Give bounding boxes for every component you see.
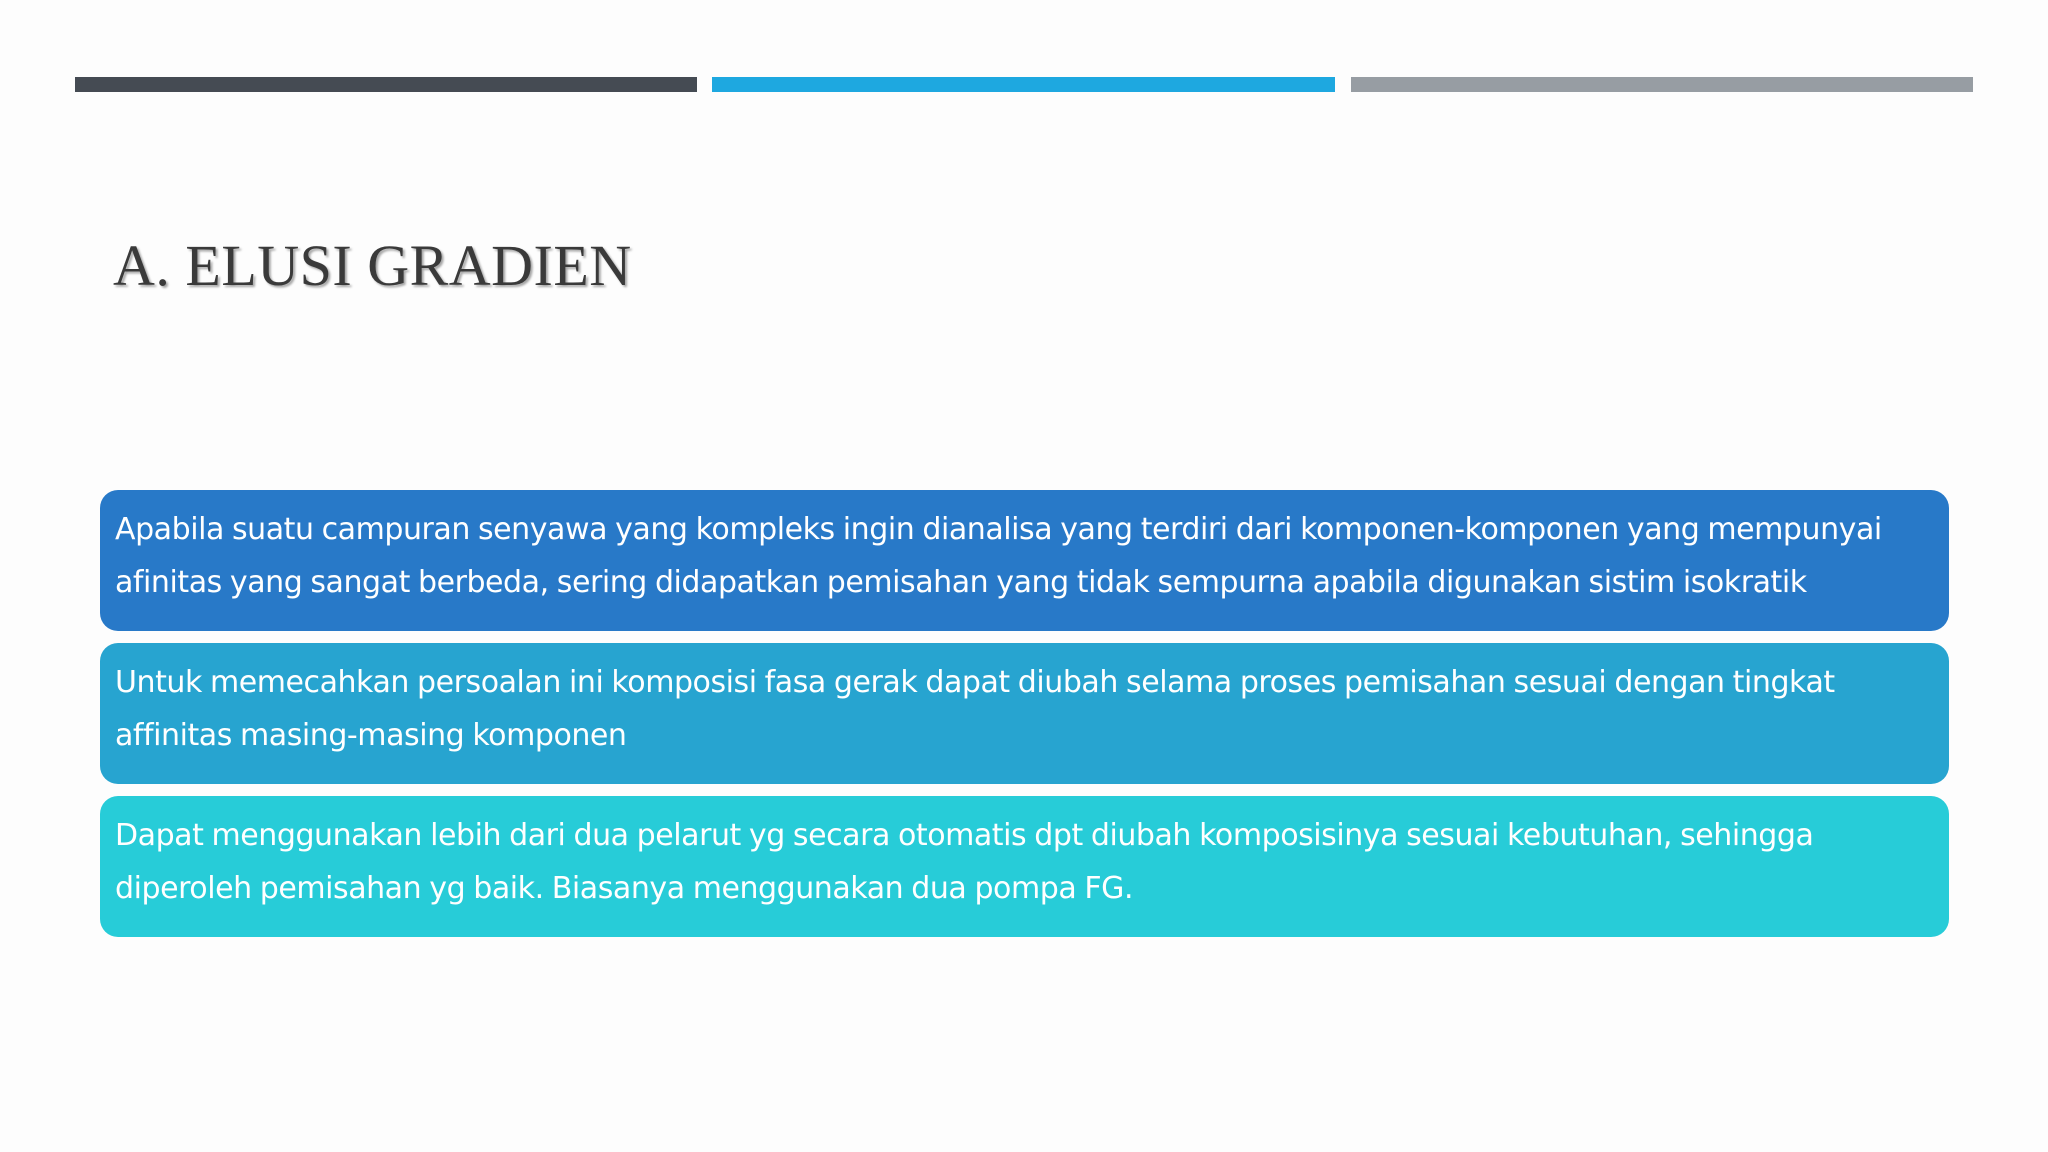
- content-box-2-text: Untuk memecahkan persoalan ini komposisi fasa gerak dapat diubah selama proses pemisahan sesuai dengan tingkat affinitas masing-masing komponen: [115, 665, 1835, 753]
- content-box-1-text: Apabila suatu campuran senyawa yang kompleks ingin dianalisa yang terdiri dari komponen-komponen yang mempunyai afinitas yang sangat berbeda, sering didapatkan pemisahan yang tidak sempurna apabila digunakan sistim isokratik: [115, 512, 1882, 600]
- accent-bar-dark: [75, 77, 697, 92]
- accent-bar-blue: [712, 77, 1335, 92]
- content-box-2: [100, 643, 1949, 784]
- content-box-3-text: Dapat menggunakan lebih dari dua pelarut yg secara otomatis dpt diubah komposisinya sesuai kebutuhan, sehingga diperoleh pemisahan yg baik. Biasanya menggunakan dua pompa FG.: [115, 818, 1814, 906]
- content-box-3: [100, 796, 1949, 937]
- slide-title: A. ELUSI GRADIEN: [113, 233, 632, 298]
- accent-bar-gray: [1351, 77, 1973, 92]
- content-box-1: [100, 490, 1949, 631]
